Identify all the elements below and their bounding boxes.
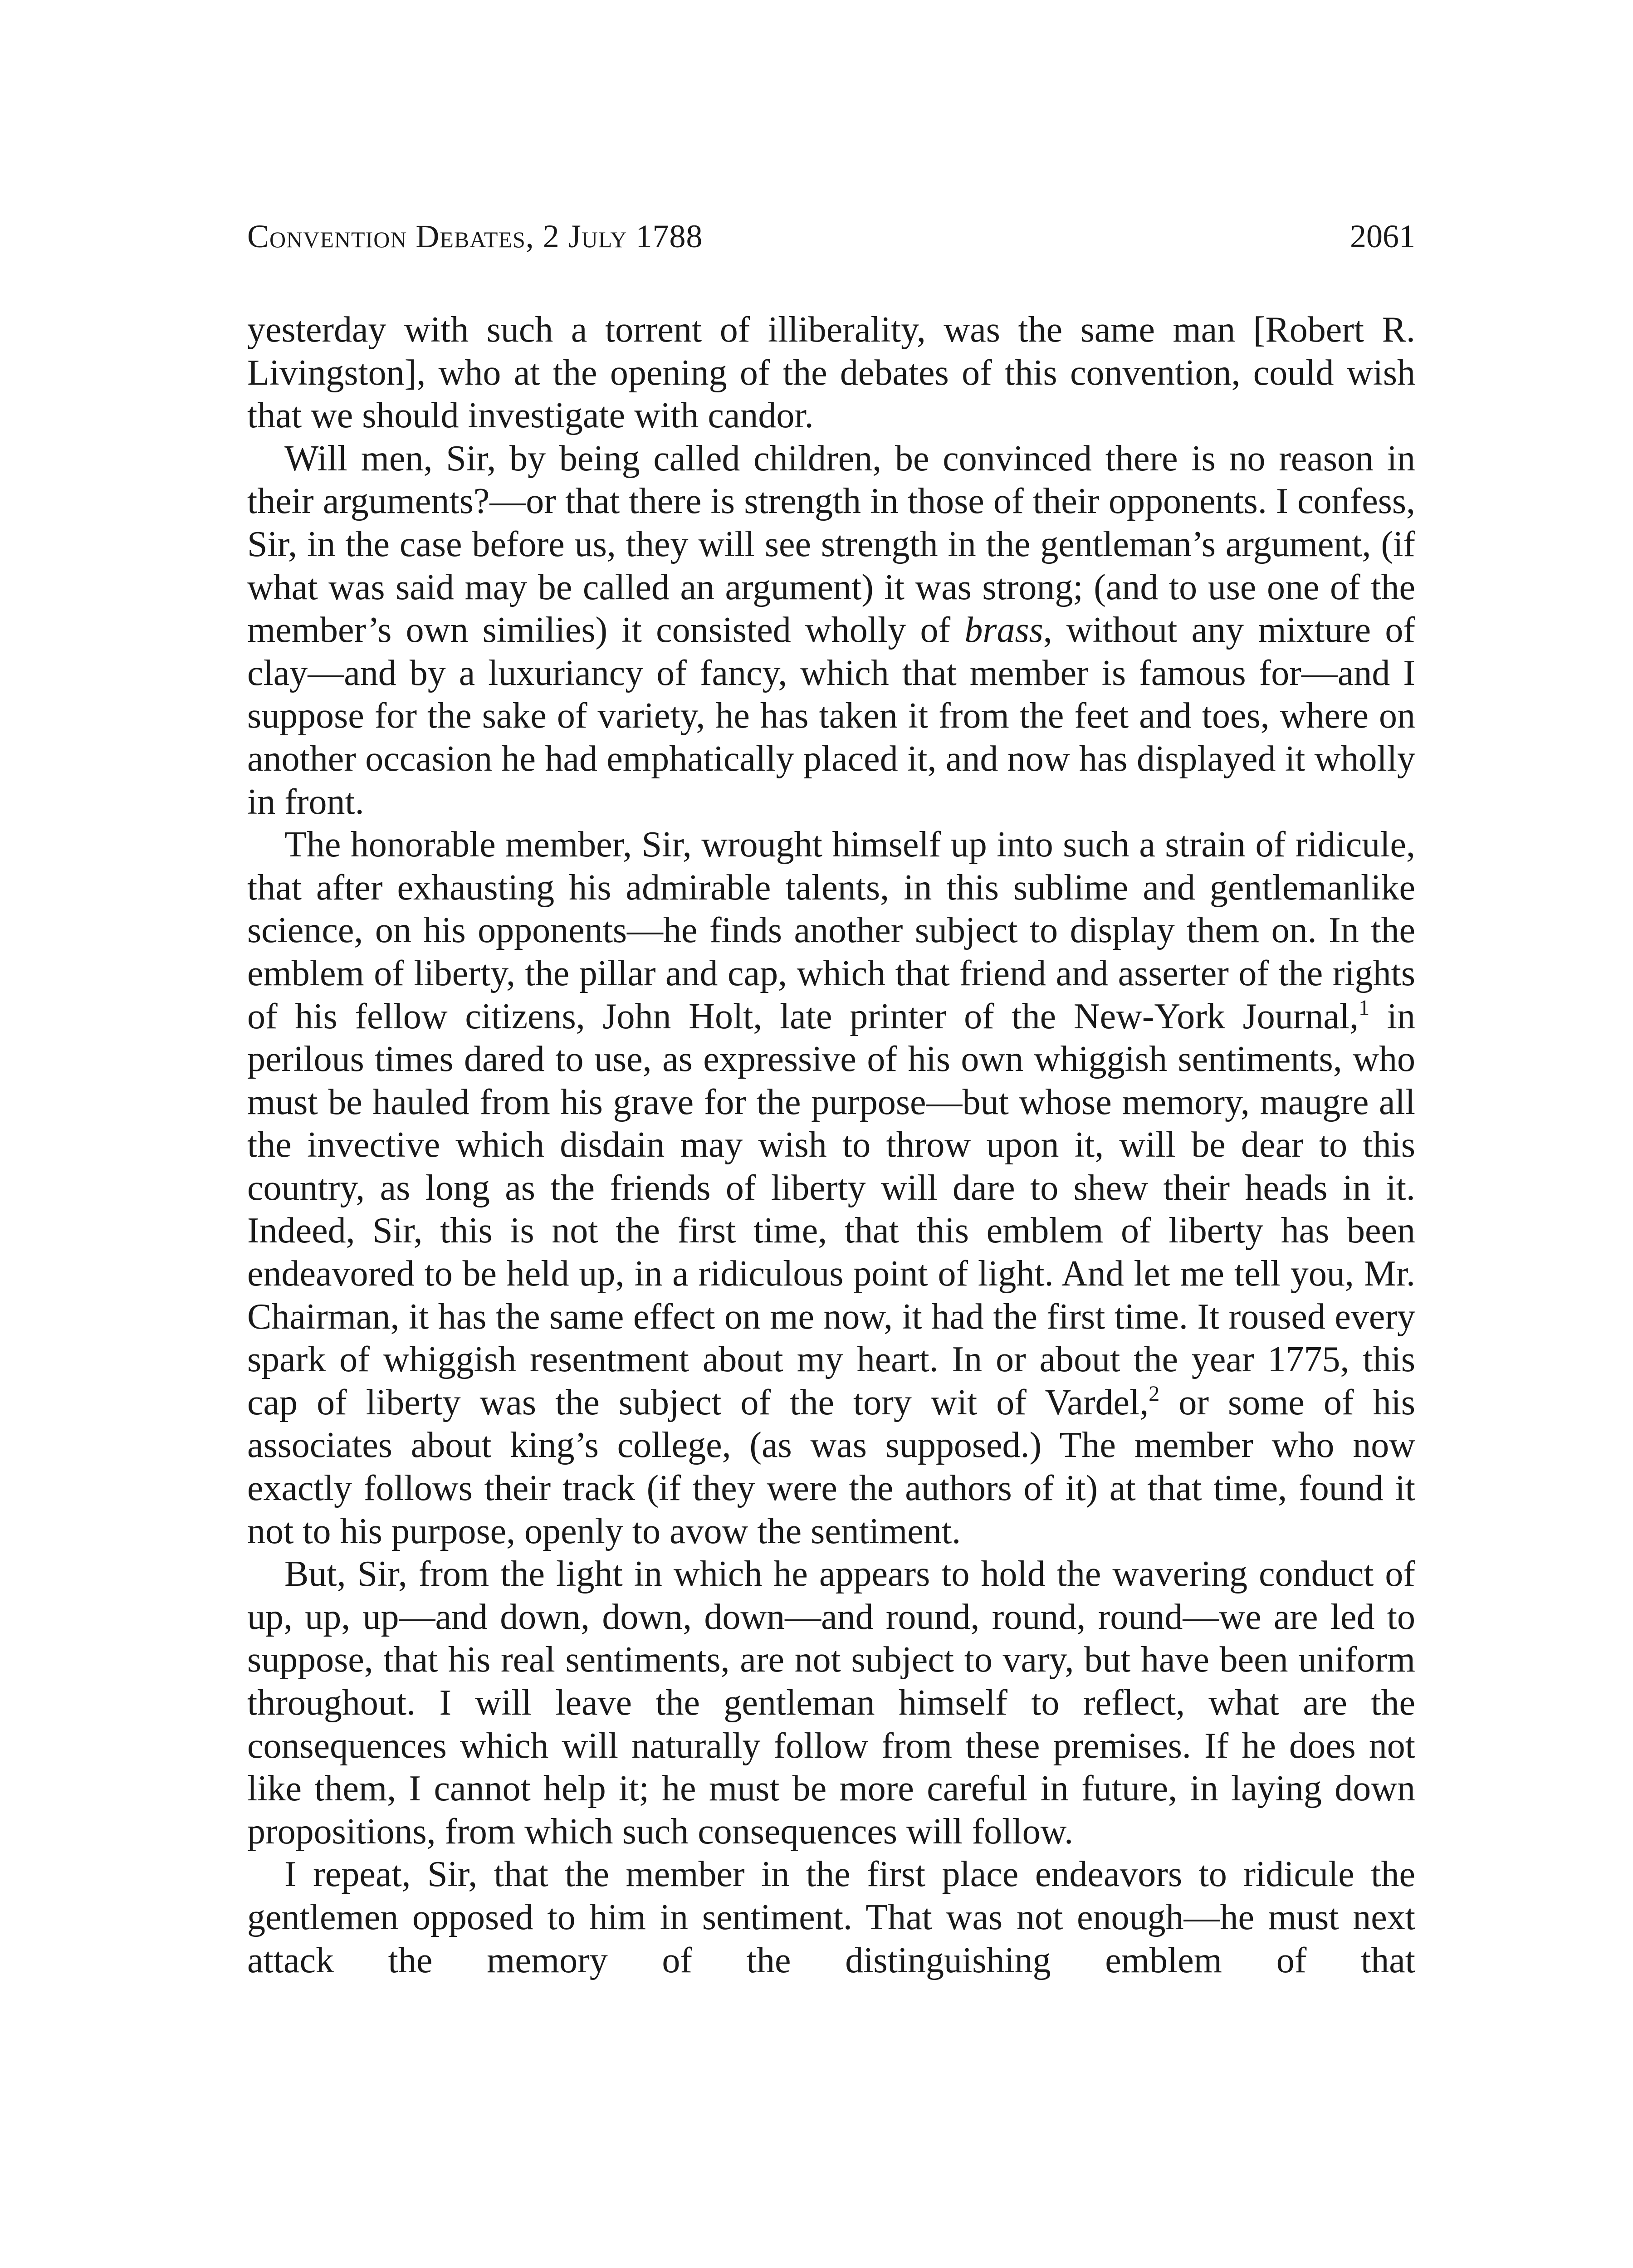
document-page [247, 220, 1415, 1982]
paragraph [247, 1853, 1415, 1982]
text-segment: But, Sir, from the light in which he appears to hold the wavering conduct of up, up, up—and down, down, down—and round, round, round—we are led to suppose, that his real sentiments, are not subject to vary, but have been uniform throughout. I will leave the gentleman himself to reflect, what are the consequences which will naturally follow from these premises. If he does not like them, I cannot help it; he must be more careful in future, in laying down propositions, from which such consequences will follow. [247, 1554, 1415, 1852]
page-number: 2061 [1350, 218, 1415, 254]
footnote-marker: 1 [1359, 995, 1370, 1020]
paragraph [247, 1553, 1415, 1853]
text-segment: , without any mixture of clay—and by a luxuriancy of fancy, which that member is famous for—and I suppose for the sake of variety, he has taken it from the feet and toes, where on another occasion he had emphatically placed it, and now has displayed it wholly in front. [247, 610, 1416, 822]
running-head-title: Convention Debates, 2 July 1788 [247, 218, 703, 254]
text-segment: in perilous times dared to use, as expressive of his own whiggish sentiments, who must be hauled from his grave for the purpose—but whose memory, maugre all the invective which disdain may wish to throw upon it, will be dear to this country, as long as the friends of liberty will dare to shew their heads in it. Indeed, Sir, this is not the first time, that this emblem of liberty has been endeavored to be held up, in a ridiculous point of light. And let me tell you, Mr. Chairman, it has the same effect on me now, it had the first time. It roused every spark of whiggish resentment about my heart. In or about the year 1775, this cap of liberty was the subject of the tory wit of Vardel, [247, 996, 1416, 1422]
text-segment: or some of his associates about king’s college, (as was supposed.) The member who now exactly follows their track (if they were the authors of it) at that time, found it not to his purpose, openly to avow the sentiment. [247, 1382, 1416, 1551]
paragraph [247, 437, 1415, 823]
body-text [247, 308, 1415, 1982]
paragraph [247, 823, 1415, 1553]
footnote-marker: 2 [1149, 1381, 1160, 1406]
italic-text: brass [964, 610, 1043, 650]
text-segment: I repeat, Sir, that the member in the first place endeavors to ridicule the gentlemen opposed to him in sentiment. That was not enough—he must next attack the memory of the distinguishing emblem of that [247, 1854, 1415, 1980]
text-segment: The honorable member, Sir, wrought himself up into such a strain of ridicule, that after exhausting his admirable talents, in this sublime and gentlemanlike science, on his opponents—he finds another subject to display them on. In the emblem of liberty, the pillar and cap, which that friend and asserter of the rights of his fellow citizens, John Holt, late printer of the New-York Journal, [247, 825, 1415, 1036]
running-head [247, 220, 1415, 261]
text-segment: Will men, Sir, by being called children, be convinced there is no reason in their arguments?—or that there is strength in those of their opponents. I confess, Sir, in the case before us, they will see strength in the gentleman’s argument, (if what was said may be called an argument) it was strong; (and to use one of the member’s own similies) it consisted wholly of [247, 438, 1415, 650]
paragraph [247, 308, 1415, 437]
text-segment: yesterday with such a torrent of illiberality, was the same man [Robert R. Livingston], who at the opening of the debates of this convention, could wish that we should investigate with candor. [247, 310, 1415, 436]
